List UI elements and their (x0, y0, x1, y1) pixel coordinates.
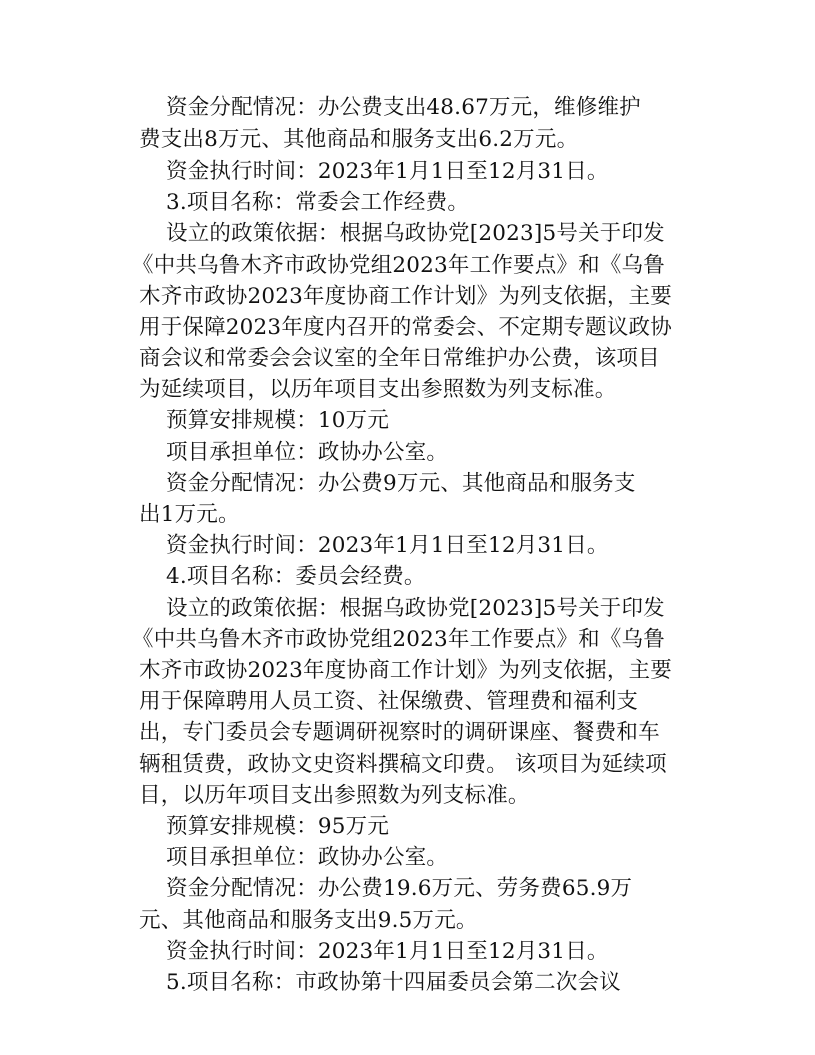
text-line: 《中共乌鲁木齐市政协党组2023年工作要点》和《乌鲁 (132, 627, 665, 652)
text-line: 预算安排规模：95万元 (166, 814, 390, 839)
text-line: 《中共乌鲁木齐市政协党组2023年工作要点》和《乌鲁 (132, 253, 665, 278)
text-line: 辆租赁费，政协文史资料撰稿文印费。 该项目为延续项 (139, 752, 667, 777)
text-line: 项目承担单位：政协办公室。 (166, 440, 449, 465)
text-line: 费支出8万元、其他商品和服务支出6.2万元。 (139, 127, 579, 152)
text-line: 项目承担单位：政协办公室。 (166, 845, 449, 870)
text-line: 3.项目名称：常委会工作经费。 (166, 190, 470, 215)
text-line: 元、其他商品和服务支出9.5万元。 (139, 908, 478, 933)
text-line: 木齐市政协2023年度协商工作计划》为列支依据，主要 (139, 658, 672, 683)
text-line: 木齐市政协2023年度协商工作计划》为列支依据，主要 (139, 284, 672, 309)
text-line: 资金分配情况：办公费9万元、其他商品和服务支 (166, 471, 636, 496)
text-line: 出1万元。 (139, 502, 240, 527)
text-line: 设立的政策依据：根据乌政协党[2023]5号关于印发 (166, 221, 665, 246)
text-line: 资金执行时间：2023年1月1日至12月31日。 (166, 159, 609, 184)
text-line: 资金执行时间：2023年1月1日至12月31日。 (166, 533, 609, 558)
text-line: 4.项目名称：委员会经费。 (166, 564, 426, 589)
text-line: 资金分配情况：办公费支出48.67万元，维修维护 (166, 95, 641, 120)
text-line: 资金执行时间：2023年1月1日至12月31日。 (166, 939, 609, 964)
text-line: 预算安排规模：10万元 (166, 408, 390, 433)
text-line: 用于保障聘用人员工资、社保缴费、管理费和福利支 (139, 689, 639, 714)
text-line: 为延续项目，以历年项目支出参照数为列支标准。 (139, 377, 617, 402)
text-line: 设立的政策依据：根据乌政协党[2023]5号关于印发 (166, 596, 665, 621)
text-line: 5.项目名称：市政协第十四届委员会第二次会议 (166, 970, 621, 995)
text-line: 资金分配情况：办公费19.6万元、劳务费65.9万 (166, 876, 633, 901)
text-line: 目，以历年项目支出参照数为列支标准。 (139, 783, 530, 808)
text-line: 出，专门委员会专题调研视察时的调研课座、餐费和车 (139, 720, 660, 745)
text-line: 商会议和常委会会议室的全年日常维护办公费，该项目 (139, 346, 660, 371)
text-line: 用于保障2023年度内召开的常委会、不定期专题议政协 (139, 315, 672, 340)
